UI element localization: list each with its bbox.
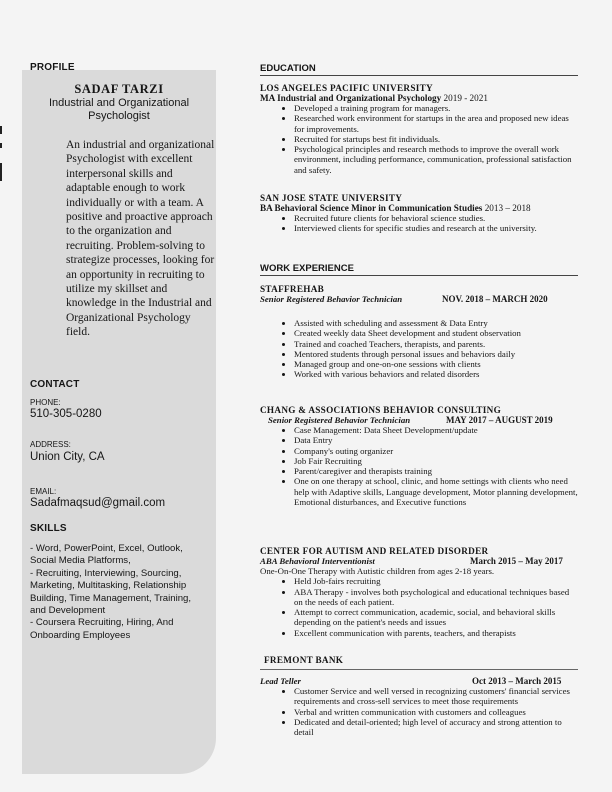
phone-label: PHONE: [30,398,61,407]
list-item: • Created weekly data Sheet development and student observation [294,328,578,338]
contact-header: CONTACT [30,379,80,390]
address-value: Union City, CA [30,451,105,463]
address-label: ADDRESS: [30,440,71,449]
job-dates: MAY 2017 – AUGUST 2019 [446,415,553,425]
email-label: EMAIL: [30,487,57,496]
list-item: • One on one therapy at school, clinic, and home settings with clients who need help with Adaptive skills, Language development, Motor planning development, Emotional disturbances, and Executive functions [294,476,578,507]
bullet-list [260,576,578,638]
phone-value: 510-305-0280 [30,408,102,420]
list-item: • ABA Therapy - involves both psychological and educational techniques based on the needs of each patient. [294,587,578,608]
skill-line: Marketing, Multitasking, Relationship [30,580,187,592]
org-name: STAFFREHAB [260,284,325,294]
list-item: • Company's outing organizer [294,446,578,456]
degree-dates: 2019 - 2021 [441,93,488,103]
list-item: • Developed a training program for managers. [294,103,578,113]
skill-line: - Word, PowerPoint, Excel, Outlook, [30,543,183,554]
bullet-list [260,686,578,737]
job-dates: Oct 2013 – March 2015 [472,676,562,686]
list-item: • Assisted with scheduling and assessment & Data Entry [294,318,578,328]
job-staffrehab [260,284,578,380]
role-line [260,556,578,566]
email-value: Sadafmaqsud@gmail.com [30,497,166,509]
org-name: CENTER FOR AUTISM AND RELATED DISORDER [260,546,489,556]
education-lapu [260,83,578,175]
degree-line [260,203,578,213]
org-name: LOS ANGELES PACIFIC UNIVERSITY [260,83,433,93]
bullet-list [260,425,578,507]
degree-name: BA Behavioral Science Minor in Communication Studies [260,203,483,213]
education-sjsu [260,193,578,234]
list-item: • Job Fair Recruiting [294,456,578,466]
list-item: • Data Entry [294,435,578,445]
list-item: • Managed group and one-on-one sessions with clients [294,359,578,369]
role-line [260,676,578,686]
bullet-list [260,213,578,234]
job-chang [260,405,578,507]
job-role: Senior Registered Behavior Technician [268,415,411,425]
scan-mark [0,143,2,148]
job-role: ABA Behavioral Interventionist [260,556,375,566]
job-intro: One-On-One Therapy with Autistic children from ages 2-18 years. [260,566,495,576]
list-item: • Trained and coached Teachers, therapists, and parents. [294,339,578,349]
org-name: SAN JOSE STATE UNIVERSITY [260,193,403,203]
list-item: • Held Job-fairs recruiting [294,576,578,586]
scan-mark [0,163,2,181]
list-item: • Verbal and written communication with customers and colleagues [294,707,578,717]
degree-dates: 2013 – 2018 [482,203,531,213]
list-item: • Recruited for startups best fit individuals. [294,134,578,144]
bullet-list [260,103,578,175]
role-line [260,294,578,304]
candidate-title: Industrial and Organizational Psychologist [48,97,190,122]
list-item: • Researched work environment for startups in the area and proposed new ideas for improvements. [294,113,578,134]
list-item: • Parent/caregiver and therapists training [294,466,578,476]
profile-summary: An industrial and organizational Psychologist with excellent interpersonal skills and adaptable enough to work individually or with a team. A positive and proactive approach to the organization and recruiting. Problem-solving to strategize processes, looking for an opportunity in recruiting to utilize my skillset and knowledge in the Industrial and Organizational Psychology field. [66,139,215,339]
list-item: • Customer Service and well versed in recognizing customers' financial services requirements and cross-sell services to meet those requirements [294,686,578,707]
skill-line: and Development [30,605,106,617]
skill-line: Onboarding Employees [30,629,131,641]
list-item: • Dedicated and detail-oriented; high level of accuracy and strong attention to detail [294,717,578,738]
profile-header: PROFILE [30,62,75,73]
skill-line: Building, Time Management, Training, [30,592,192,604]
job-fremont [260,655,578,737]
job-dates: NOV. 2018 – MARCH 2020 [442,294,548,304]
skill-line: - Coursera Recruiting, Hiring, And [30,617,174,629]
degree-line [260,93,578,103]
job-dates: March 2015 – May 2017 [470,556,563,566]
work-header: WORK EXPERIENCE [260,263,578,276]
list-item: • Psychological principles and research methods to improve the overall work environment, including performance, communication, professional satisfaction and safety. [294,144,578,175]
degree-name: MA Industrial and Organizational Psychology [260,93,442,103]
education-header: EDUCATION [260,63,578,76]
scan-mark [0,126,2,134]
list-item: • Case Management: Data Sheet Development/update [294,425,578,435]
list-item: • Recruited future clients for behavioral science studies. [294,213,578,223]
job-role: Senior Registered Behavior Technician [260,294,403,304]
job-role: Lead Teller [260,676,301,686]
skill-line: - Recruiting, Interviewing, Sourcing, [30,567,182,579]
list-item: • Mentored students through personal issues and behaviors daily [294,349,578,359]
job-cad [260,546,578,638]
role-line [260,415,578,425]
list-item: • Excellent communication with parents, teachers, and therapists [294,628,578,638]
list-item: • Attempt to correct communication, academic, social, and behavioral skills depending on the patient's needs and issues [294,607,578,628]
skills-list [30,543,216,642]
org-name: CHANG & ASSOCIATIONS BEHAVIOR CONSULTING [260,405,502,415]
list-item: • Worked with various behaviors and related disorders [294,369,578,379]
skill-line: Social Media Platforms, [30,555,131,567]
bullet-list [260,318,578,380]
list-item: • Interviewed clients for specific studies and research at the university. [294,223,578,233]
candidate-name: SADAF TARZI [74,82,164,96]
skills-header: SKILLS [30,523,67,534]
org-name: FREMONT BANK [260,655,578,670]
